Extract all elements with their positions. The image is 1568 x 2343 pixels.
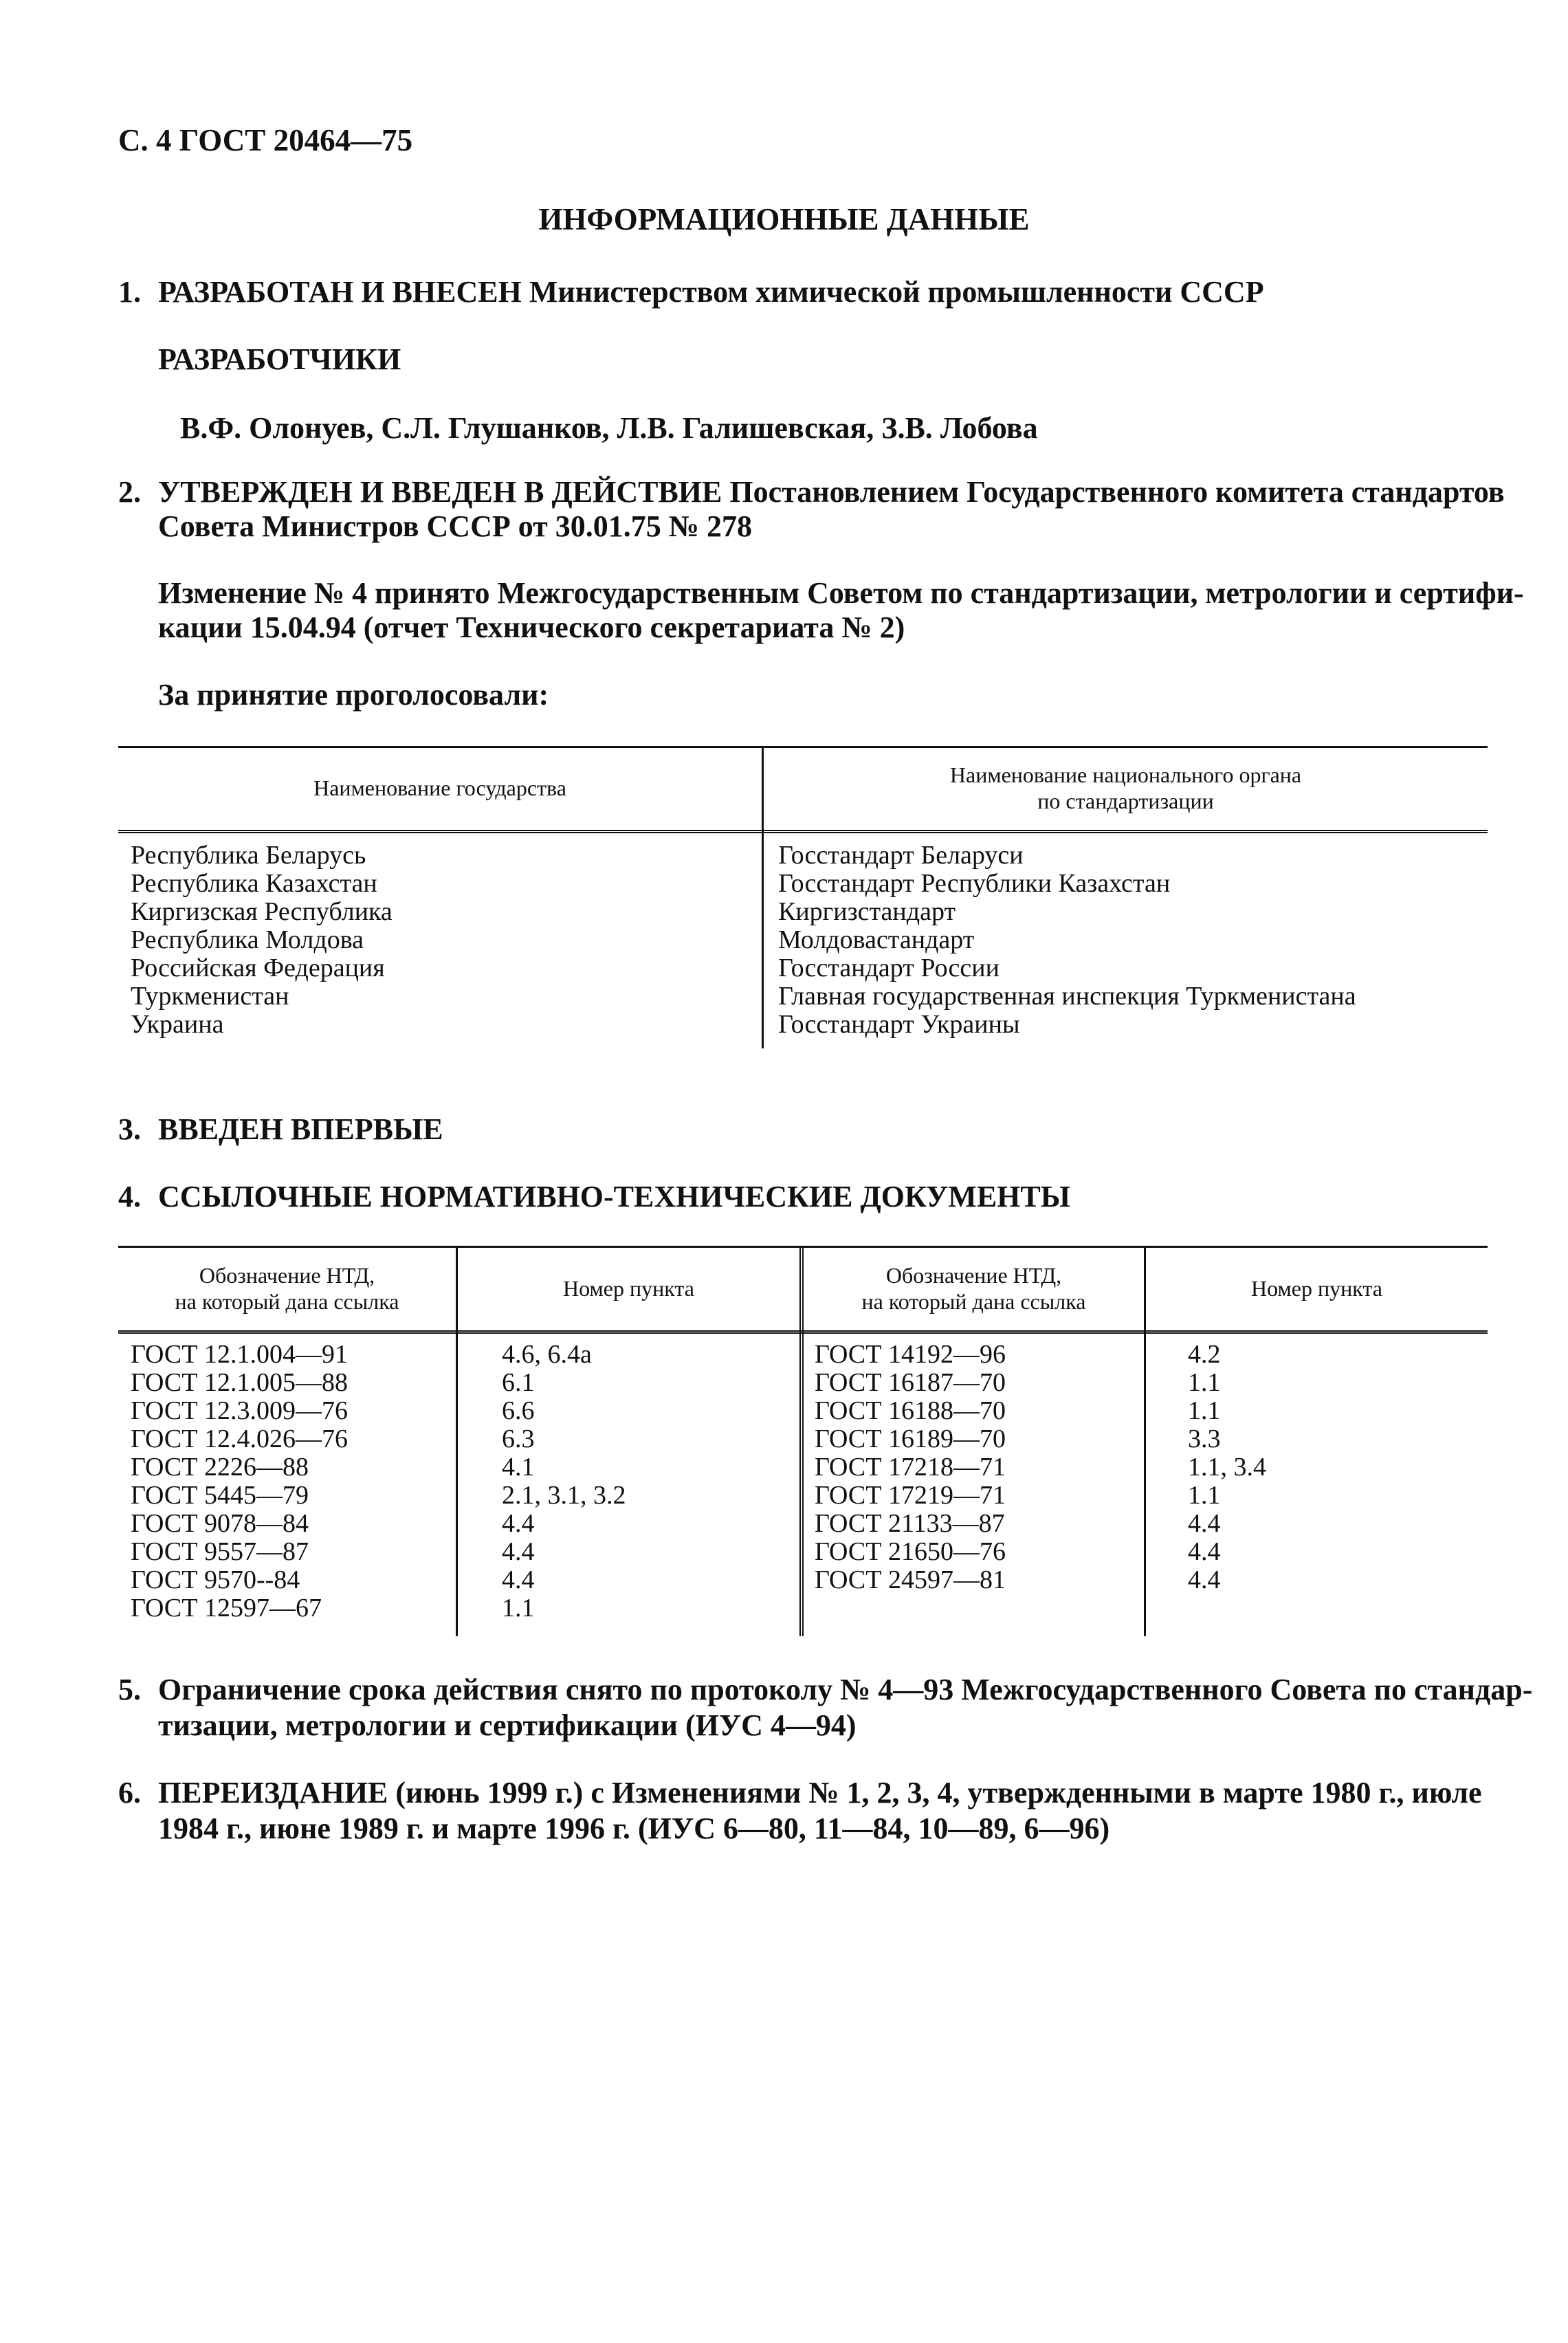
state-name: Киргизская Республика	[131, 897, 393, 926]
state-name: Республика Казахстан	[131, 869, 377, 898]
item-number: 2.1, 3.1, 3.2	[502, 1481, 626, 1510]
ntd-designation: ГОСТ 12.4.026—76	[131, 1424, 348, 1453]
ntd-designation: ГОСТ 9078—84	[131, 1509, 309, 1538]
section-5-line1: Ограничение срока действия снято по протоколу № 4—93 Межгосударственного Совета по стандар-	[158, 1673, 1533, 1706]
standards-body: Молдовастандарт	[778, 925, 975, 954]
item-number: 4.2	[1188, 1340, 1221, 1369]
refs-header-item-right: Номер пункта	[1251, 1276, 1382, 1301]
refs-header-item: Номер пункта	[563, 1276, 694, 1301]
standards-body: Госстандарт Республики Казахстан	[778, 869, 1171, 898]
item-number: 6.3	[502, 1424, 535, 1453]
section-3-heading: ВВЕДЕН ВПЕРВЫЕ	[158, 1112, 443, 1146]
standards-body: Госстандарт России	[778, 954, 1000, 982]
item-number: 4.4	[1188, 1509, 1221, 1538]
change-4-line2: кации 15.04.94 (отчет Технического секретариата № 2)	[158, 610, 905, 644]
ntd-designation: ГОСТ 5445—79	[131, 1481, 309, 1510]
change-4-line1: Изменение № 4 принято Межгосударственным Советом по стандартизации, метрологии и сертифи-	[158, 576, 1524, 610]
developers-list: В.Ф. Олонуев, С.Л. Глушанков, Л.В. Галишевская, З.В. Лобова	[180, 411, 1038, 445]
section-2-line2: Совета Министров СССР от 30.01.75 № 278	[158, 509, 752, 543]
section-6-line1: ПЕРЕИЗДАНИЕ (июнь 1999 г.) с Изменениями № 1, 2, 3, 4, утвержденными в марте 1980 г., июле	[158, 1776, 1482, 1810]
item-number: 6.1	[502, 1368, 535, 1397]
item-number: 1.1	[1188, 1368, 1221, 1397]
page-title: ИНФОРМАЦИОННЫЕ ДАННЫЕ	[538, 202, 1030, 236]
section-6-line2: 1984 г., июне 1989 г. и марте 1996 г. (ИУС 6—80, 11—84, 10—89, 6—96)	[158, 1812, 1110, 1845]
standards-body: Главная государственная инспекция Туркменистана	[778, 982, 1356, 1011]
ntd-designation: ГОСТ 12.1.005—88	[131, 1368, 348, 1397]
section-2-text: Постановлением Государственного комитета стандартов	[722, 475, 1505, 509]
states-table-top-rule	[118, 746, 1488, 748]
item-number: 6.6	[502, 1396, 535, 1425]
ntd-designation: ГОСТ 17219—71	[815, 1481, 1006, 1510]
standards-body: Госстандарт Украины	[778, 1010, 1020, 1039]
ntd-designation: ГОСТ 14192—96	[815, 1340, 1006, 1369]
ntd-designation: ГОСТ 9570--84	[131, 1565, 300, 1594]
item-number: 4.1	[502, 1453, 535, 1482]
section-1-heading: РАЗРАБОТАН И ВНЕСЕН	[158, 275, 522, 309]
item-number: 4.4	[502, 1565, 535, 1594]
ntd-designation: ГОСТ 21650—76	[815, 1537, 1006, 1566]
section-3-number: 3.	[118, 1112, 141, 1146]
item-number: 4.4	[1188, 1565, 1221, 1594]
ntd-designation: ГОСТ 16188—70	[815, 1396, 1006, 1425]
refs-col-rule-1	[456, 1246, 458, 1636]
section-4-heading: ССЫЛОЧНЫЕ НОРМАТИВНО-ТЕХНИЧЕСКИЕ ДОКУМЕНТЫ	[158, 1180, 1070, 1213]
states-col2-header-line1: Наименование национального органа	[949, 762, 1302, 787]
ntd-designation: ГОСТ 17218—71	[815, 1453, 1006, 1482]
refs-right-items	[1188, 1341, 1266, 1594]
refs-left-items	[502, 1341, 626, 1622]
item-number: 4.4	[502, 1509, 535, 1538]
states-col2-header-line2: по стандартизации	[1037, 789, 1214, 813]
state-name: Туркменистан	[131, 982, 289, 1011]
section-2-heading: УТВЕРЖДЕН И ВВЕДЕН В ДЕЙСТВИЕ	[158, 475, 722, 509]
section-1-line	[158, 270, 1264, 315]
section-4-number: 4.	[118, 1180, 141, 1213]
section-2-number: 2.	[118, 475, 141, 509]
refs-right-docs	[815, 1341, 1006, 1594]
standards-body: Госстандарт Беларуси	[778, 841, 1024, 870]
item-number: 4.4	[1188, 1537, 1221, 1566]
item-number: 1.1, 3.4	[1188, 1453, 1266, 1482]
refs-left-docs	[131, 1341, 348, 1622]
states-col1-header: Наименование государства	[313, 776, 566, 800]
states-list	[131, 842, 393, 1039]
page-reference: С. 4 ГОСТ 20464—75	[118, 123, 413, 157]
section-5-line2: тизации, метрологии и сертификации (ИУС 4—94)	[158, 1708, 857, 1742]
refs-header-ntd-line1: Обозначение НТД,	[199, 1263, 375, 1288]
refs-col-rule-3	[1144, 1246, 1146, 1636]
ntd-designation: ГОСТ 12597—67	[131, 1594, 322, 1622]
ntd-designation: ГОСТ 16189—70	[815, 1424, 1006, 1453]
item-number: 4.6, 6.4а	[502, 1340, 592, 1369]
section-5-number: 5.	[118, 1673, 141, 1706]
ntd-designation: ГОСТ 16187—70	[815, 1368, 1006, 1397]
state-name: Украина	[131, 1010, 224, 1039]
standards-body: Киргизстандарт	[778, 897, 956, 926]
developers-heading: РАЗРАБОТЧИКИ	[158, 342, 401, 376]
section-1-number: 1.	[118, 275, 141, 309]
ntd-designation: ГОСТ 24597—81	[815, 1565, 1006, 1594]
section-1-text: Министерством химической промышленности СССР	[521, 275, 1264, 309]
standards-bodies-list	[778, 842, 1356, 1039]
item-number: 1.1	[502, 1594, 535, 1622]
state-name: Республика Молдова	[131, 925, 364, 954]
item-number: 3.3	[1188, 1424, 1221, 1453]
ntd-designation: ГОСТ 2226—88	[131, 1453, 309, 1482]
states-table-header-rule	[118, 830, 1488, 833]
ntd-designation: ГОСТ 9557—87	[131, 1537, 309, 1566]
item-number: 1.1	[1188, 1481, 1221, 1510]
ntd-designation: ГОСТ 21133—87	[815, 1509, 1005, 1538]
state-name: Республика Беларусь	[131, 841, 366, 870]
state-name: Российская Федерация	[131, 954, 385, 982]
section-6-number: 6.	[118, 1776, 141, 1810]
refs-header-ntd-line1-right: Обозначение НТД,	[885, 1263, 1062, 1288]
item-number: 4.4	[502, 1537, 535, 1566]
ntd-designation: ГОСТ 12.3.009—76	[131, 1396, 348, 1425]
ntd-designation: ГОСТ 12.1.004—91	[131, 1340, 348, 1369]
refs-header-ntd-line2-right: на который дана ссылка	[861, 1289, 1086, 1314]
voted-label: За принятие проголосовали:	[158, 678, 549, 712]
item-number: 1.1	[1188, 1396, 1221, 1425]
refs-table-header-rule	[118, 1330, 1488, 1334]
refs-header-ntd-line2: на который дана ссылка	[175, 1289, 399, 1314]
